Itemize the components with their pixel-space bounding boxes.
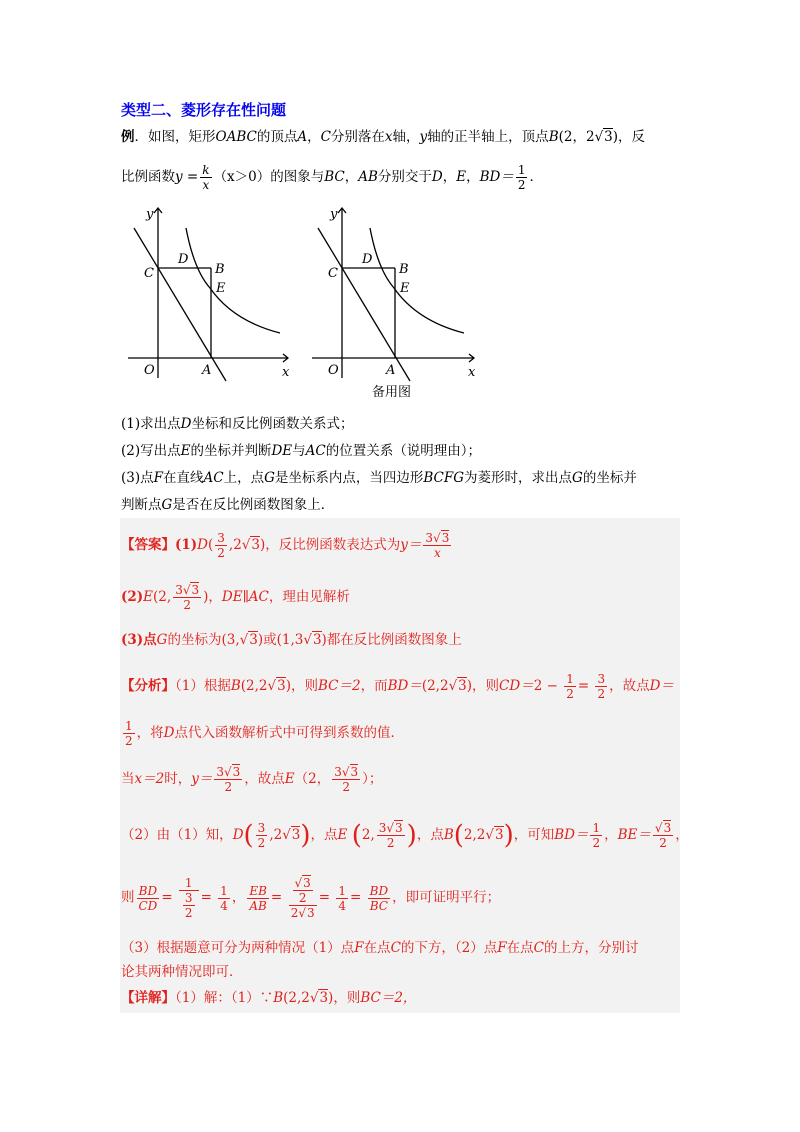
fig2-b-label: B [399, 262, 409, 277]
answer-line-3: (3)点G的坐标为(3,√3)或(1,3√3)都在反比例函数图象上 [121, 632, 462, 648]
section-heading: 类型二、菱形存在性问题 [121, 101, 287, 119]
detail-line-1: 【详解】（1）解：（1）∵B(2,2√3)，则BC＝2， [121, 990, 417, 1006]
fig1-e-label: E [216, 281, 226, 296]
fig1-d-label: D [178, 252, 189, 267]
fig2-c-label: C [328, 266, 338, 281]
analysis-line-2: $\frac{1}{2}$ ，将D点代入函数解析式中可得到系数的值． [125, 719, 404, 748]
problem-line-2: 比例函数y = $\frac{k}{x}$ （x＞0）的图象与BC，AB分别交于D，E，BD＝ $\frac{1}{2}$ ． [121, 163, 543, 192]
fig1-o-label: O [144, 363, 155, 378]
fig2-o-label: O [328, 363, 339, 378]
question-1: (1)求出点D坐标和反比例函数关系式； [121, 416, 354, 432]
fig1-y-label: y [146, 207, 154, 222]
problem-line-1: 例．如图，矩形OABC的顶点A，C分别落在x轴，y轴的正半轴上，顶点B(2，2√3)，反 [121, 129, 646, 145]
fig1-a-label: A [202, 363, 212, 378]
analysis-line-6: （3）根据题意可分为两种情况（1）点F在点C的下方，（2）点F在点C的上方，分别讨 [121, 940, 639, 956]
answer-line-1: 【答案】(1)D( $\frac{3}{2}$ ,2√3)，反比例函数表达式为y＝ $\frac{3√3}{x}$ [121, 531, 450, 560]
question-2: (2)写出点E的坐标并判断DE与AC的位置关系（说明理由）； [121, 443, 482, 459]
analysis-line-3: 当x＝2时，y＝ $\frac{3√3}{2}$ ，故点E（2， $\frac{3√3}{2}$ ）； [121, 765, 383, 794]
question-3-line-1: (3)点F在直线AC上，点G是坐标系内点，当四边形BCFG为菱形时，求出点G的坐标并 [121, 470, 637, 486]
fig1-b-label: B [215, 262, 225, 277]
analysis-line-7: 论其两种情况即可． [121, 964, 243, 980]
fig1-x-label: x [282, 365, 290, 380]
fig2-y-label: y [330, 207, 338, 222]
analysis-line-5: 则 $\frac{BD}{CD}$ = $\frac{1}{\frac{3}{2}}$ = $\frac{1}{4}$ ， $\frac{EB}{AB}$ = $\frac{\frac{√3}{2}}{2√3}$ = $\frac{1}{4}$ = $\frac{BD}{BC}$ ，即可证明平行； [121, 876, 501, 920]
k-over-x-fraction: $\frac{k}{x}$ [202, 163, 210, 192]
fig1-c-label: C [144, 266, 154, 281]
fig2-a-label: A [386, 363, 396, 378]
answer-line-2: (2)E(2, $\frac{3√3}{2}$ )，DE∥AC，理由见解析 [121, 583, 350, 612]
fig2-caption: 备用图 [372, 385, 412, 400]
analysis-line-1: 【分析】（1）根据B(2,2√3)，则BC＝2，而BD＝(2,2√3)，则CD＝2 − $\frac{1}{2}$ = $\frac{3}{2}$ ，故点D＝ [121, 672, 674, 701]
analysis-line-4: （2）由（1）知，D( $\frac{3}{2}$ ,2√3)，点E (2, $\frac{3√3}{2}$ )，点B(2,2√3)，可知BD＝ $\frac{1}{2}$ ，BE＝ $\frac{√3}{2}$ ， [121, 820, 689, 851]
fig2-e-label: E [400, 281, 410, 296]
fig2-x-label: x [468, 365, 476, 380]
figure-main [118, 198, 298, 383]
fig2-d-label: D [362, 252, 373, 267]
figure-backup [302, 198, 487, 403]
question-3-line-2: 判断点G是否在反比例函数图象上． [121, 497, 335, 513]
